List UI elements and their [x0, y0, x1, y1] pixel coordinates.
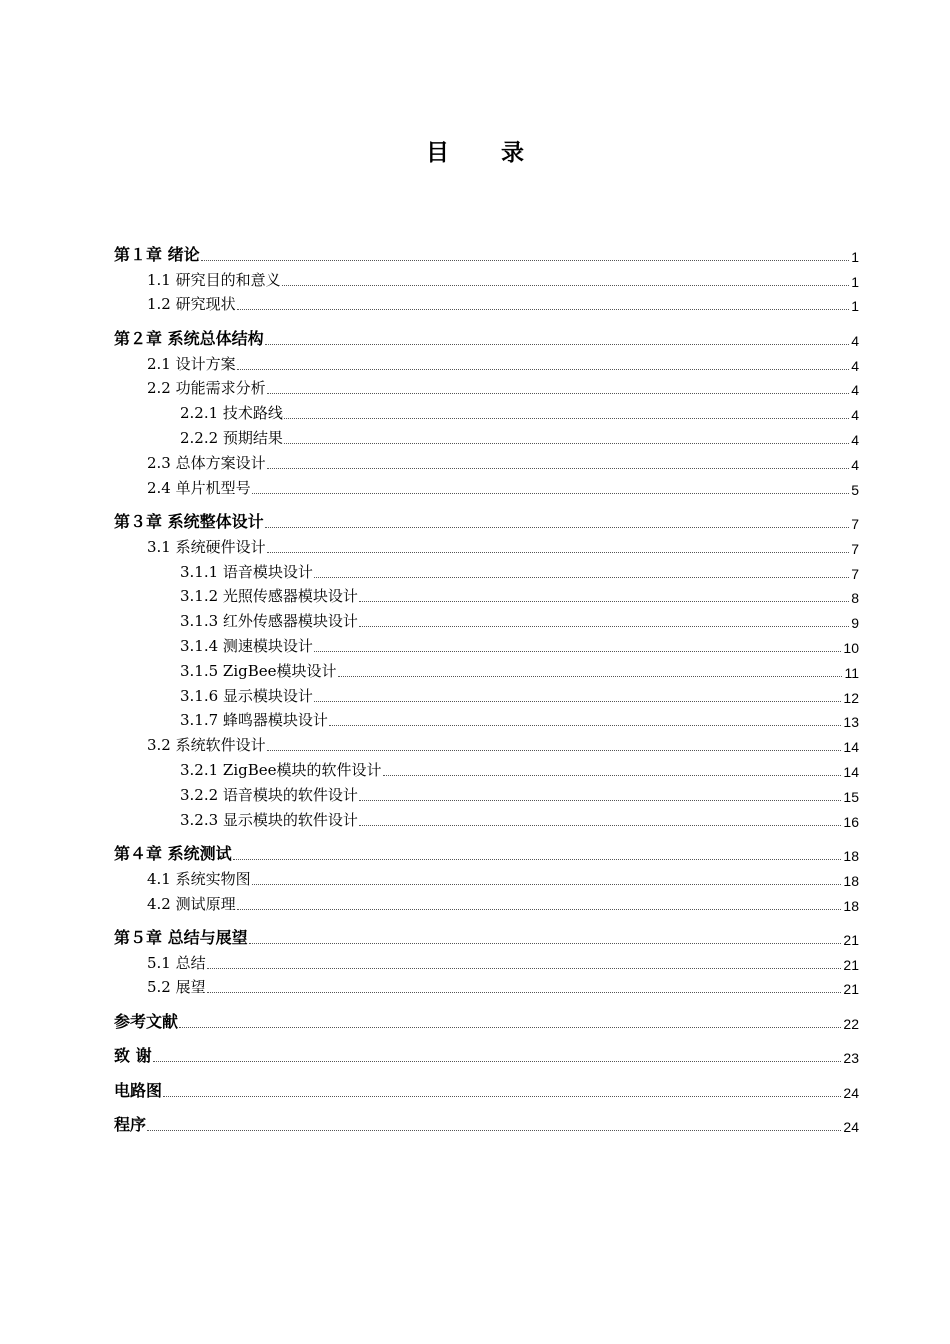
toc-entry-level-3[interactable] — [114, 656, 859, 681]
toc-entry-level-2[interactable] — [114, 448, 859, 473]
toc-entry-label: 3.1.5 ZigBee模块设计 — [180, 661, 337, 680]
toc-entry-level-1[interactable] — [114, 1110, 859, 1135]
toc-entry-page-number: 15 — [843, 788, 859, 805]
toc-dot-leader — [233, 859, 842, 860]
toc-dot-leader — [207, 992, 842, 993]
toc-entry-page-number: 1 — [851, 298, 859, 315]
toc-entry-page-number: 7 — [851, 540, 859, 557]
toc-entry-level-3[interactable] — [114, 423, 859, 448]
toc-entry-page-number: 21 — [843, 931, 859, 948]
toc-entry-label: 1.1 研究目的和意义 — [147, 270, 281, 289]
toc-dot-leader — [179, 1027, 841, 1028]
toc-entry-level-3[interactable] — [114, 780, 859, 805]
toc-entry-level-1[interactable] — [114, 1076, 859, 1101]
toc-entry-level-2[interactable] — [114, 349, 859, 374]
toc-entry-level-1[interactable] — [114, 1007, 859, 1032]
toc-entry-label: 2.2.1 技术路线 — [180, 404, 283, 423]
toc-entry-page-number: 23 — [843, 1050, 859, 1067]
toc-entry-page-number: 18 — [843, 872, 859, 889]
toc-dot-leader — [249, 943, 842, 944]
toc-dot-leader — [329, 725, 841, 726]
toc-dot-leader — [265, 344, 850, 345]
toc-dot-leader — [314, 701, 841, 702]
toc-entry-level-3[interactable] — [114, 557, 859, 582]
toc-entry-label: 2.4 单片机型号 — [147, 478, 251, 497]
toc-entry-label: 3.1.2 光照传感器模块设计 — [180, 587, 358, 606]
toc-entry-label: 3.1 系统硬件设计 — [147, 537, 266, 556]
toc-entry-label: 3.1.4 测速模块设计 — [180, 636, 313, 655]
toc-entry-level-2[interactable] — [114, 532, 859, 557]
toc-dot-leader — [284, 443, 849, 444]
toc-entry-page-number: 14 — [843, 739, 859, 756]
toc-entry-page-number: 7 — [851, 515, 859, 532]
toc-entry-page-number: 9 — [851, 615, 859, 632]
toc-dot-leader — [314, 577, 849, 578]
toc-entry-level-1[interactable] — [114, 507, 859, 532]
toc-entry-level-2[interactable] — [114, 730, 859, 755]
toc-entry-level-1[interactable] — [114, 240, 859, 265]
toc-entry-level-1[interactable] — [114, 923, 859, 948]
toc-entry-page-number: 21 — [843, 956, 859, 973]
toc-entry-level-3[interactable] — [114, 706, 859, 731]
toc-entry-page-number: 4 — [851, 332, 859, 349]
toc-entry-label: 4.2 测试原理 — [147, 894, 236, 913]
page-title: 目 录 — [425, 140, 546, 166]
toc-entry-level-2[interactable] — [114, 374, 859, 399]
toc-dot-leader — [284, 418, 849, 419]
toc-entry-level-3[interactable] — [114, 582, 859, 607]
toc-dot-leader — [314, 651, 841, 652]
toc-entry-page-number: 4 — [851, 382, 859, 399]
toc-dot-leader — [267, 750, 842, 751]
toc-entry-label: 5.2 展望 — [147, 978, 206, 997]
toc-entry-page-number: 18 — [843, 847, 859, 864]
toc-entry-level-1[interactable] — [114, 1041, 859, 1066]
toc-entry-label: 电路图 — [114, 1080, 163, 1100]
toc-dot-leader — [267, 552, 850, 553]
toc-entry-label: 3.2.2 语音模块的软件设计 — [180, 785, 358, 804]
toc-entry-label: 第１章 绪论 — [114, 244, 200, 264]
toc-entry-label: 2.3 总体方案设计 — [147, 453, 266, 472]
toc-entry-level-1[interactable] — [114, 324, 859, 349]
toc-entry-page-number: 18 — [843, 897, 859, 914]
toc-entry-label: 2.2.2 预期结果 — [180, 428, 283, 447]
toc-entry-page-number: 22 — [843, 1015, 859, 1032]
toc-entry-level-2[interactable] — [114, 290, 859, 315]
toc-entry-label: 4.1 系统实物图 — [147, 869, 251, 888]
toc-dot-leader — [163, 1096, 841, 1097]
toc-entry-label: 3.2.3 显示模块的软件设计 — [180, 810, 358, 829]
toc-entry-level-3[interactable] — [114, 755, 859, 780]
toc-entry-page-number: 24 — [843, 1084, 859, 1101]
toc-entry-label: 3.2 系统软件设计 — [147, 736, 266, 755]
toc-entry-label: 1.2 研究现状 — [147, 295, 236, 314]
toc-entry-label: 程序 — [114, 1115, 147, 1135]
toc-dot-leader — [153, 1061, 842, 1062]
toc-dot-leader — [237, 309, 850, 310]
toc-entry-label: 3.1.1 语音模块设计 — [180, 562, 313, 581]
toc-entry-page-number: 4 — [851, 456, 859, 473]
toc-dot-leader — [359, 825, 841, 826]
toc-entry-level-3[interactable] — [114, 398, 859, 423]
toc-entry-page-number: 4 — [851, 407, 859, 424]
toc-entry-page-number: 1 — [851, 273, 859, 290]
toc-dot-leader — [237, 909, 842, 910]
toc-dot-leader — [338, 676, 843, 677]
toc-dot-leader — [359, 626, 849, 627]
toc-entry-page-number: 24 — [843, 1119, 859, 1136]
toc-entry-label: 3.1.7 蜂鸣器模块设计 — [180, 711, 328, 730]
toc-dot-leader — [207, 968, 842, 969]
toc-dot-leader — [383, 775, 842, 776]
toc-dot-leader — [265, 527, 850, 528]
toc-entry-label: 3.2.1 ZigBee模块的软件设计 — [180, 760, 382, 779]
toc-entry-page-number: 21 — [843, 981, 859, 998]
toc-entry-label: 3.1.3 红外传感器模块设计 — [180, 612, 358, 631]
toc-entry-page-number: 12 — [843, 689, 859, 706]
toc-entry-level-1[interactable] — [114, 839, 859, 864]
toc-entry-label: 3.1.6 显示模块设计 — [180, 686, 313, 705]
toc-entry-level-3[interactable] — [114, 631, 859, 656]
toc-entry-level-2[interactable] — [114, 889, 859, 914]
toc-entry-level-2[interactable] — [114, 265, 859, 290]
table-of-contents — [114, 240, 859, 1135]
toc-entry-page-number: 8 — [851, 590, 859, 607]
toc-entry-label: 5.1 总结 — [147, 953, 206, 972]
toc-entry-page-number: 4 — [851, 357, 859, 374]
toc-entry-label: 第２章 系统总体结构 — [114, 328, 264, 348]
toc-entry-page-number: 13 — [843, 714, 859, 731]
toc-dot-leader — [252, 493, 850, 494]
toc-entry-level-2[interactable] — [114, 473, 859, 498]
toc-entry-level-2[interactable] — [114, 973, 859, 998]
toc-entry-label: 第５章 总结与展望 — [114, 927, 248, 947]
toc-entry-level-3[interactable] — [114, 606, 859, 631]
toc-entry-label: 第４章 系统测试 — [114, 843, 232, 863]
toc-entry-label: 致 谢 — [114, 1046, 152, 1066]
toc-entry-page-number: 4 — [851, 431, 859, 448]
toc-dot-leader — [252, 884, 842, 885]
toc-entry-label: 2.2 功能需求分析 — [147, 379, 266, 398]
toc-dot-leader — [201, 260, 850, 261]
toc-entry-label: 参考文献 — [114, 1011, 179, 1031]
toc-entry-level-2[interactable] — [114, 864, 859, 889]
toc-entry-page-number: 10 — [843, 639, 859, 656]
toc-entry-page-number: 7 — [851, 565, 859, 582]
toc-dot-leader — [147, 1130, 841, 1131]
toc-dot-leader — [282, 285, 850, 286]
toc-entry-page-number: 11 — [844, 664, 859, 681]
toc-dot-leader — [359, 601, 849, 602]
toc-entry-level-2[interactable] — [114, 948, 859, 973]
toc-entry-page-number: 5 — [851, 481, 859, 498]
toc-entry-level-3[interactable] — [114, 805, 859, 830]
toc-entry-label: 第３章 系统整体设计 — [114, 511, 264, 531]
toc-dot-leader — [267, 393, 850, 394]
toc-entry-page-number: 1 — [851, 248, 859, 265]
toc-entry-label: 2.1 设计方案 — [147, 354, 236, 373]
toc-entry-page-number: 16 — [843, 813, 859, 830]
toc-dot-leader — [237, 369, 850, 370]
toc-dot-leader — [359, 800, 841, 801]
toc-entry-level-3[interactable] — [114, 681, 859, 706]
toc-entry-page-number: 14 — [843, 763, 859, 780]
toc-dot-leader — [267, 468, 850, 469]
